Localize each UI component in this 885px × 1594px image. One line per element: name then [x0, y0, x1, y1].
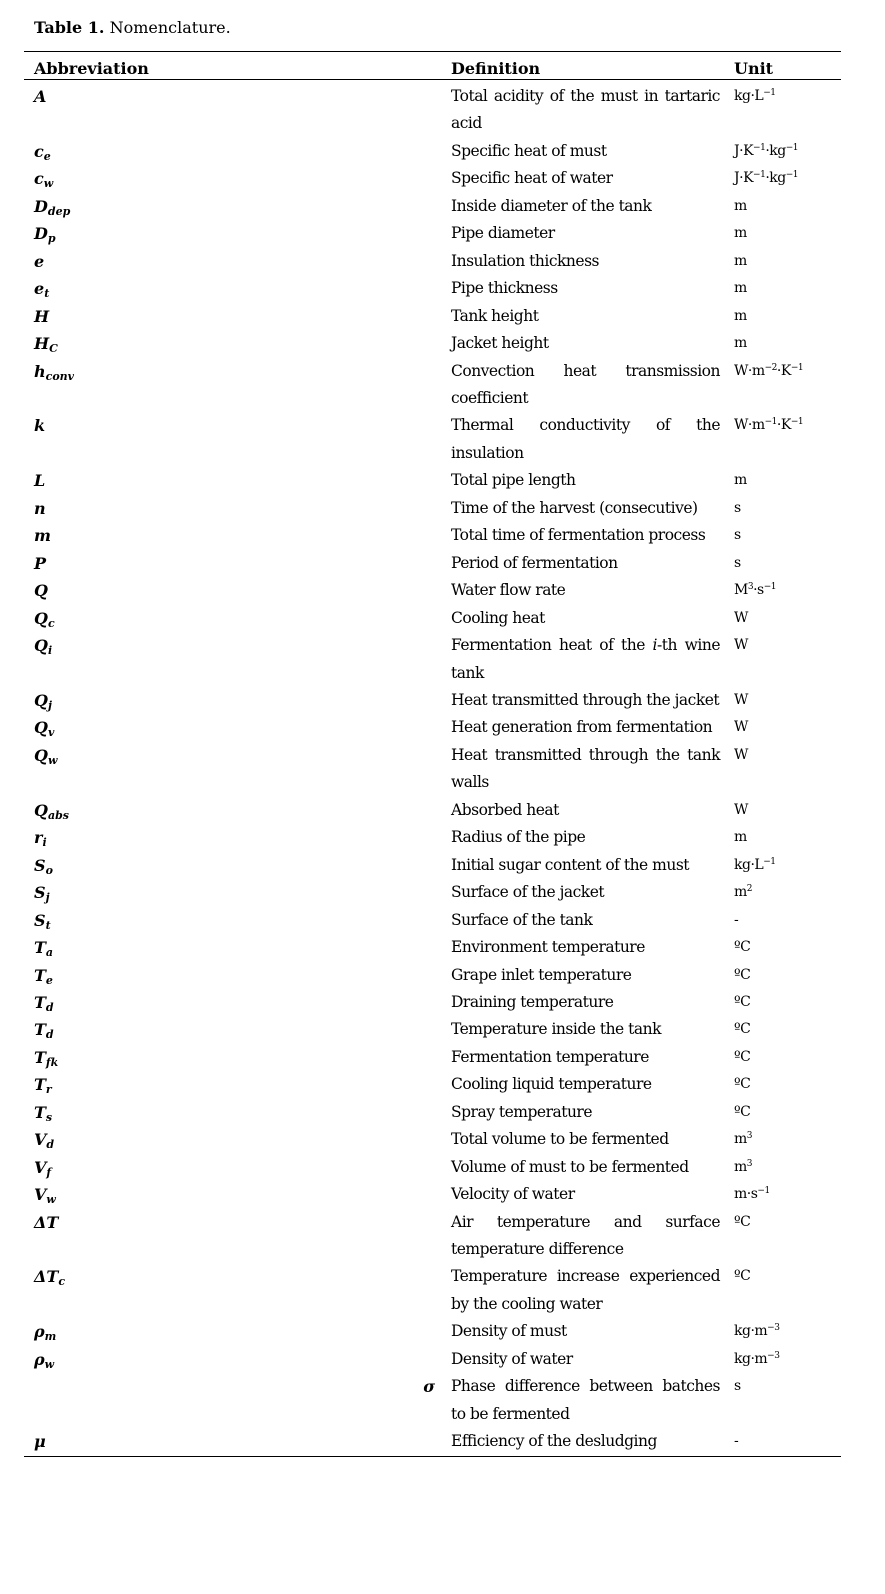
unit-cell: W: [734, 691, 748, 708]
table-row: [24, 303, 841, 330]
table-row: [24, 412, 841, 467]
definition-cell: Initial sugar content of the must: [451, 855, 690, 874]
definition-cell: Time of the harvest (consecutive): [451, 498, 698, 517]
unit-cell: ºC: [734, 1076, 751, 1093]
table-row: [24, 962, 841, 989]
abbreviation-cell: [24, 1099, 451, 1126]
symbol: T: [34, 938, 46, 958]
table-row: [24, 358, 841, 413]
symbol-subscript: o: [45, 863, 53, 877]
table-row: [24, 934, 841, 961]
abbreviation-cell: [24, 687, 451, 714]
unit-cell: -: [734, 1433, 739, 1450]
abbreviation-cell: [24, 1154, 451, 1181]
table-row: [24, 522, 841, 549]
symbol: e: [34, 279, 45, 299]
unit-cell: m: [734, 307, 747, 324]
unit-cell: W: [734, 746, 748, 763]
definition-cell: Velocity of water: [451, 1185, 575, 1204]
unit-cell: $kg\cdot L^{-1}$: [734, 856, 776, 873]
unit-cell: ºC: [734, 966, 751, 983]
unit-cell: m: [734, 472, 747, 489]
symbol: Q: [34, 745, 48, 765]
symbol-subscript: j: [47, 698, 52, 712]
abbreviation-cell: [24, 605, 451, 632]
unit-cell: $kg\cdot m^{-3}$: [734, 1323, 780, 1340]
table-row: [24, 248, 841, 275]
unit-cell: s: [734, 499, 741, 516]
unit-cell: m: [734, 252, 747, 269]
unit-cell: s: [734, 527, 741, 544]
table-row: [24, 1016, 841, 1043]
table-row: [24, 165, 841, 192]
abbreviation-cell: [24, 1263, 451, 1318]
abbreviation-cell: [24, 138, 451, 165]
symbol: P: [34, 553, 47, 573]
definition-cell: Thermal conductivity of the insulation: [451, 416, 720, 462]
definition-cell: Total acidity of the must in tartaric acid: [451, 87, 720, 133]
definition-cell: Tank height: [451, 306, 539, 325]
abbreviation-cell: [24, 879, 451, 906]
table-row: [24, 632, 841, 687]
table-row: [24, 742, 841, 797]
symbol: D: [34, 224, 48, 244]
abbreviation-cell: [24, 1373, 451, 1428]
symbol: ΔT: [34, 1267, 59, 1287]
definition-cell: Temperature inside the tank: [451, 1020, 662, 1039]
abbreviation-cell: [24, 1071, 451, 1098]
table-row: [24, 330, 841, 357]
definition-cell: Total pipe length: [451, 471, 576, 490]
table-row: [24, 1428, 841, 1455]
table-row: [24, 1209, 841, 1264]
unit-cell: $J\cdot K^{-1}\cdot kg^{-1}$: [734, 170, 798, 187]
abbreviation-cell: [24, 852, 451, 879]
unit-cell: W: [734, 719, 748, 736]
symbol-subscript: c: [47, 616, 55, 630]
abbreviation-cell: [24, 330, 451, 357]
table-row: [24, 550, 841, 577]
symbol: D: [34, 196, 48, 216]
symbol: m: [34, 526, 51, 546]
symbol: μ: [34, 1432, 46, 1452]
symbol: H: [34, 306, 50, 326]
table-row: [24, 1373, 841, 1428]
definition-cell: Radius of the pipe: [451, 828, 586, 847]
symbol: c: [34, 169, 44, 189]
symbol-subscript: abs: [47, 808, 69, 822]
definition-cell: Water flow rate: [451, 581, 566, 600]
table-row: [24, 220, 841, 247]
abbreviation-cell: [24, 522, 451, 549]
definition-cell: Heat transmitted through the tank walls: [451, 745, 720, 792]
definition-cell: Air temperature and surface temperature difference: [451, 1212, 720, 1259]
symbol-subscript: i: [42, 836, 47, 850]
definition-cell: Convection heat transmission coefficient: [451, 361, 720, 407]
table-body: [24, 83, 841, 1456]
table-row: [24, 1126, 841, 1153]
abbreviation-cell: [24, 632, 451, 687]
abbreviation-cell: [24, 1044, 451, 1071]
definition-cell: Total time of fermentation process: [451, 526, 706, 545]
symbol: ρ: [34, 1349, 45, 1369]
abbreviation-cell: [24, 989, 451, 1016]
symbol-subscript: s: [45, 1110, 53, 1124]
symbol-subscript: c: [58, 1275, 66, 1289]
symbol: Q: [34, 718, 48, 738]
symbol: n: [34, 498, 46, 518]
unit-cell: $M^3\cdot s^{-1}$: [734, 582, 776, 599]
table-row: [24, 275, 841, 302]
unit-cell: m: [734, 335, 747, 352]
abbreviation-cell: [24, 962, 451, 989]
abbreviation-cell: [24, 907, 451, 934]
abbreviation-cell: [24, 714, 451, 741]
symbol-subscript: w: [46, 1193, 56, 1207]
unit-cell: $m^3$: [734, 1158, 753, 1175]
symbol-subscript: d: [46, 1138, 55, 1152]
symbol: T: [34, 965, 46, 985]
definition-cell: Grape inlet temperature: [451, 965, 632, 984]
symbol-subscript: w: [43, 177, 54, 191]
table-row: [24, 138, 841, 165]
symbol: σ: [423, 1377, 435, 1397]
unit-cell: ºC: [734, 1268, 751, 1285]
unit-cell: $W\cdot m^{-2}\cdot K^{-1}$: [734, 362, 804, 379]
symbol: S: [34, 910, 46, 930]
unit-cell: m: [734, 829, 747, 846]
abbreviation-cell: [24, 797, 451, 824]
definition-cell: Heat generation from fermentation: [451, 718, 713, 737]
definition-cell: Density of must: [451, 1322, 567, 1341]
abbreviation-cell: [24, 220, 451, 247]
table-header-row: [24, 52, 841, 80]
unit-cell: m: [734, 280, 747, 297]
table-row: [24, 1263, 841, 1318]
unit-cell: W: [734, 609, 748, 626]
abbreviation-cell: [24, 550, 451, 577]
symbol-subscript: dep: [47, 204, 71, 218]
symbol: S: [34, 883, 46, 903]
definition-cell: Fermentation heat of the i-th wine tank: [451, 636, 720, 682]
table-row: [24, 1099, 841, 1126]
definition-cell: Temperature increase experienced by the cooling water: [451, 1267, 720, 1313]
symbol: k: [34, 416, 46, 436]
table-row: [24, 495, 841, 522]
abbreviation-cell: [24, 1318, 451, 1345]
table-row: [24, 687, 841, 714]
unit-cell: m: [734, 225, 747, 242]
symbol: e: [34, 251, 45, 271]
symbol: H: [34, 334, 50, 354]
table-row: [24, 83, 841, 138]
symbol-subscript: r: [45, 1083, 52, 1097]
table-row: [24, 907, 841, 934]
definition-cell: Pipe diameter: [451, 224, 555, 243]
table-row: [24, 193, 841, 220]
definition-cell: Absorbed heat: [451, 800, 559, 819]
abbreviation-cell: [24, 577, 451, 604]
definition-cell: Cooling liquid temperature: [451, 1075, 652, 1094]
symbol-subscript: p: [47, 232, 56, 246]
table-row: [24, 605, 841, 632]
symbol: Q: [34, 800, 48, 820]
table-row: [24, 1044, 841, 1071]
abbreviation-cell: [24, 467, 451, 494]
definition-cell: Specific heat of water: [451, 169, 613, 188]
abbreviation-cell: [24, 495, 451, 522]
symbol: T: [34, 992, 46, 1012]
symbol-subscript: d: [45, 1028, 54, 1042]
unit-cell: $kg\cdot m^{-3}$: [734, 1350, 780, 1367]
symbol: T: [34, 1047, 46, 1067]
symbol: Q: [34, 690, 48, 710]
abbreviation-cell: [24, 1016, 451, 1043]
definition-cell: Surface of the tank: [451, 910, 593, 929]
table-row: [24, 467, 841, 494]
symbol: T: [34, 1102, 46, 1122]
unit-cell: s: [734, 1378, 741, 1395]
abbreviation-cell: [24, 275, 451, 302]
symbol: V: [34, 1130, 47, 1150]
abbreviation-cell: [24, 742, 451, 797]
symbol-subscript: j: [45, 891, 50, 905]
symbol-subscript: t: [45, 918, 51, 932]
unit-cell: $m\cdot s^{-1}$: [734, 1186, 770, 1203]
abbreviation-cell: [24, 303, 451, 330]
header-definition: Definition: [451, 59, 541, 78]
table-row: [24, 797, 841, 824]
table-row: [24, 1346, 841, 1373]
abbreviation-cell: [24, 248, 451, 275]
abbreviation-cell: [24, 193, 451, 220]
unit-cell: W: [734, 801, 748, 818]
definition-cell: Cooling heat: [451, 608, 545, 627]
unit-cell: ºC: [734, 1021, 751, 1038]
abbreviation-cell: [24, 824, 451, 851]
symbol-subscript: d: [45, 1000, 54, 1014]
symbol: A: [34, 87, 47, 106]
unit-cell: ºC: [734, 1103, 751, 1120]
unit-cell: m: [734, 197, 747, 214]
unit-cell: $W\cdot m^{-1}\cdot K^{-1}$: [734, 417, 804, 434]
definition-cell: Density of water: [451, 1349, 573, 1368]
definition-cell: Period of fermentation: [451, 553, 618, 572]
definition-cell: Spray temperature: [451, 1102, 593, 1121]
unit-cell: W: [734, 637, 748, 654]
definition-cell: Draining temperature: [451, 992, 614, 1011]
table-label: Table 1.: [34, 18, 105, 37]
abbreviation-cell: [24, 412, 451, 467]
symbol-subscript: conv: [45, 369, 75, 383]
definition-cell: Insulation thickness: [451, 251, 599, 270]
symbol: Q: [34, 608, 48, 628]
abbreviation-cell: [24, 358, 451, 413]
table-row: [24, 824, 841, 851]
symbol: Q: [34, 581, 48, 601]
definition-cell: Jacket height: [451, 334, 549, 353]
table-row: [24, 714, 841, 741]
unit-cell: s: [734, 554, 741, 571]
abbreviation-cell: [24, 83, 451, 138]
definition-cell: Environment temperature: [451, 938, 645, 957]
unit-cell: $kg\cdot L^{-1}$: [734, 88, 776, 104]
table-row: [24, 1071, 841, 1098]
nomenclature-table: [24, 51, 841, 1457]
unit-cell: $m^3$: [734, 1131, 753, 1148]
abbreviation-cell: [24, 165, 451, 192]
symbol: r: [34, 828, 43, 848]
table-row: [24, 1154, 841, 1181]
symbol-subscript: e: [43, 149, 51, 163]
symbol: ΔT: [34, 1212, 59, 1232]
unit-cell: $J\cdot K^{-1}\cdot kg^{-1}$: [734, 142, 798, 159]
symbol-subscript: v: [47, 726, 55, 740]
unit-cell: ºC: [734, 993, 751, 1010]
header-abbreviation: Abbreviation: [34, 59, 149, 78]
definition-cell: Efficiency of the desludging: [451, 1432, 657, 1451]
symbol: T: [34, 1075, 46, 1095]
symbol-subscript: fk: [45, 1055, 59, 1069]
symbol: V: [34, 1157, 47, 1177]
symbol: Q: [34, 636, 48, 656]
symbol-subscript: w: [44, 1357, 55, 1371]
unit-cell: ºC: [734, 939, 751, 956]
symbol: V: [34, 1185, 47, 1205]
unit-cell: $m^2$: [734, 884, 753, 901]
unit-cell: ºC: [734, 1048, 751, 1065]
symbol-subscript: i: [47, 644, 53, 658]
table-title: Nomenclature.: [109, 18, 231, 37]
table-row: [24, 879, 841, 906]
symbol: T: [34, 1020, 46, 1040]
symbol: c: [34, 141, 44, 161]
definition-cell: Surface of the jacket: [451, 883, 605, 902]
table-caption: [34, 17, 231, 39]
header-unit: Unit: [734, 59, 774, 78]
unit-cell: -: [734, 911, 739, 928]
symbol: S: [34, 855, 46, 875]
abbreviation-cell: [24, 934, 451, 961]
table-row: [24, 852, 841, 879]
symbol-subscript: C: [49, 342, 58, 356]
definition-cell: Heat transmitted through the jacket: [451, 690, 720, 709]
abbreviation-cell: [24, 1346, 451, 1373]
symbol: h: [34, 361, 46, 381]
symbol-subscript: m: [44, 1330, 57, 1344]
abbreviation-cell: [24, 1126, 451, 1153]
symbol-subscript: f: [46, 1165, 52, 1179]
table-row: [24, 989, 841, 1016]
symbol-subscript: w: [47, 753, 58, 767]
definition-cell: Volume of must to be fermented: [451, 1157, 689, 1176]
unit-cell: ºC: [734, 1213, 751, 1230]
definition-cell: Pipe thickness: [451, 279, 558, 298]
definition-cell: Inside diameter of the tank: [451, 196, 652, 215]
symbol: ρ: [34, 1322, 45, 1342]
symbol-subscript: a: [45, 946, 54, 960]
table-row: [24, 1318, 841, 1345]
definition-cell: Total volume to be fermented: [451, 1130, 669, 1149]
definition-cell: Fermentation temperature: [451, 1047, 649, 1066]
abbreviation-cell: [24, 1209, 451, 1264]
table-row: [24, 1181, 841, 1208]
symbol-subscript: e: [45, 973, 53, 987]
definition-cell: Specific heat of must: [451, 141, 607, 160]
symbol-subscript: t: [44, 287, 50, 301]
abbreviation-cell: [24, 1181, 451, 1208]
table-row: [24, 577, 841, 604]
symbol: L: [34, 471, 46, 491]
abbreviation-cell: [24, 1428, 451, 1455]
definition-cell: Phase difference between batches to be fermented: [451, 1377, 720, 1423]
